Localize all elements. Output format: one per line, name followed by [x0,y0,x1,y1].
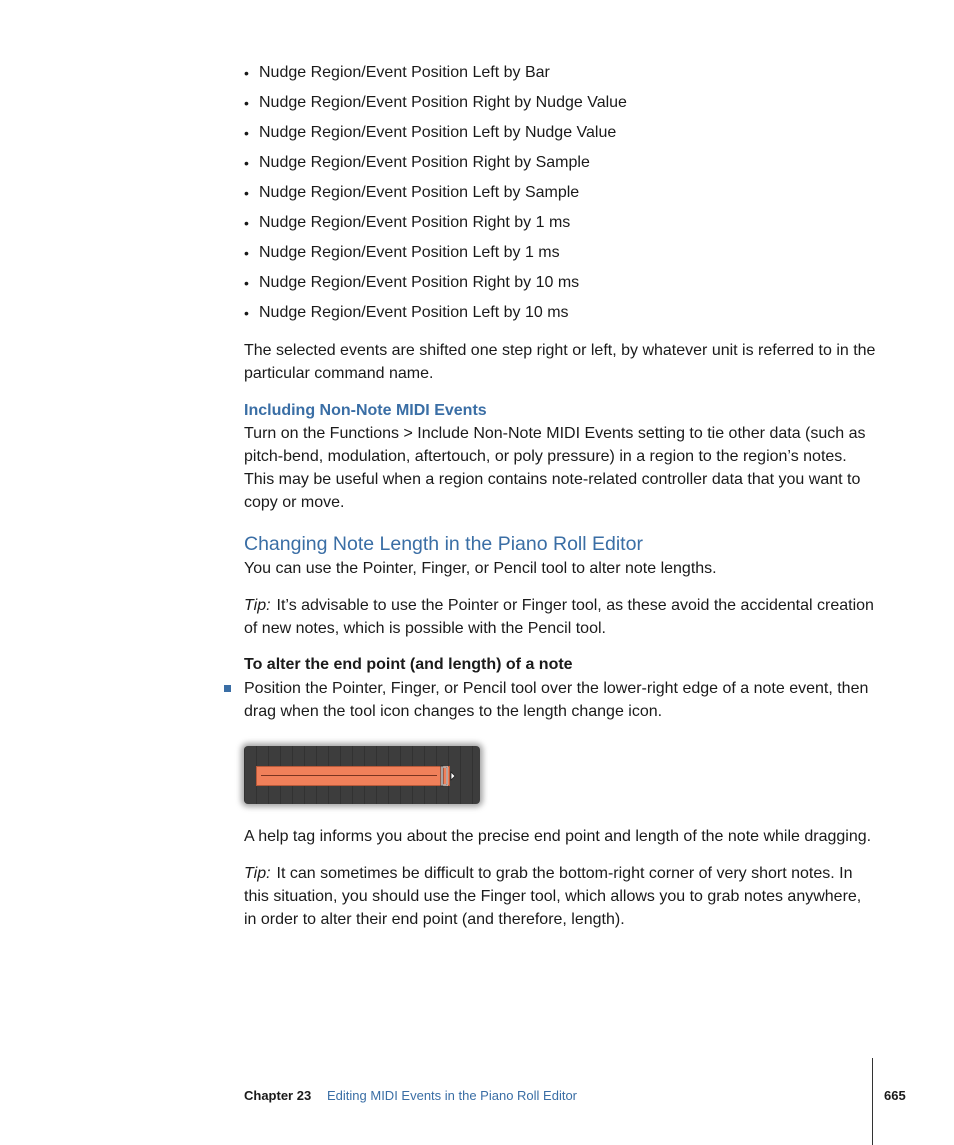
list-item-text: Nudge Region/Event Position Left by 10 ms [259,304,569,321]
bullet-glyph: • [244,155,249,171]
nudge-command-list [244,62,884,332]
list-item [244,182,884,212]
list-item [244,92,884,122]
tip-text: It’s advisable to use the Pointer or Finger tool, as these avoid the accidental creation of new notes, which is possible with the Pencil tool. [244,597,874,637]
list-item [244,242,884,272]
length-change-icon [440,764,458,788]
tip-finger-paragraph [244,862,876,931]
list-item-text: Nudge Region/Event Position Left by Sample [259,184,580,201]
list-item-text: Nudge Region/Event Position Left by Bar [259,64,550,81]
tools-paragraph: You can use the Pointer, Finger, or Pencil tool to alter note lengths. [244,560,717,577]
list-item [244,272,884,302]
square-bullet-icon [224,685,231,692]
task-step-paragraph: Position the Pointer, Finger, or Pencil tool over the lower-right edge of a note event, then drag when the tool icon changes to the length change icon. [244,680,869,720]
list-item [244,302,884,332]
note-velocity-line [261,775,437,776]
bullet-glyph: • [244,305,249,321]
task-title: To alter the end point (and length) of a note [244,656,573,673]
bullet-glyph: • [244,245,249,261]
footer-chapter: Chapter 23 [244,1088,312,1103]
non-note-subheading: Including Non-Note MIDI Events [244,402,487,419]
list-item-text: Nudge Region/Event Position Right by 10 ms [259,274,580,291]
bullet-glyph: • [244,125,249,141]
page-number: 665 [884,1088,906,1103]
list-item [244,122,884,152]
tip-label: Tip: [244,597,271,614]
list-item-text: Nudge Region/Event Position Right by 1 ms [259,214,571,231]
tip-label: Tip: [244,865,271,882]
tip-text: It can sometimes be difficult to grab the bottom-right corner of very short notes. In this situation, you should use the Finger tool, which allows you to grab notes anywhere, in order to alter their end point (and therefore, length). [244,865,862,928]
footer-divider [872,1058,873,1145]
list-item-text: Nudge Region/Event Position Right by Sample [259,154,590,171]
bullet-glyph: • [244,275,249,291]
footer-chapter-title: Editing MIDI Events in the Piano Roll Editor [327,1088,578,1103]
bullet-glyph: • [244,95,249,111]
shifted-events-paragraph: The selected events are shifted one step right or left, by whatever unit is referred to in the particular command name. [244,342,876,382]
list-item [244,212,884,242]
bullet-glyph: • [244,65,249,81]
list-item-text: Nudge Region/Event Position Left by 1 ms [259,244,560,261]
help-tag-paragraph: A help tag informs you about the precise end point and length of the note while dragging. [244,828,872,845]
list-item-text: Nudge Region/Event Position Left by Nudge Value [259,124,617,141]
note-event [256,766,450,786]
bullet-glyph: • [244,185,249,201]
non-note-paragraph: Turn on the Functions > Include Non-Note MIDI Events setting to tie other data (such as pitch-bend, modulation, aftertouch, or poly pressure) in a region to the region’s notes. This may be useful when a region contains note-related controller data that you want to copy or move. [244,425,866,511]
list-item-text: Nudge Region/Event Position Right by Nudge Value [259,94,627,111]
tip-pointer-paragraph [244,594,876,640]
section-title: Changing Note Length in the Piano Roll Editor [244,533,643,555]
note-length-figure [244,746,480,804]
list-item [244,152,884,182]
bullet-glyph: • [244,215,249,231]
list-item [244,62,884,92]
